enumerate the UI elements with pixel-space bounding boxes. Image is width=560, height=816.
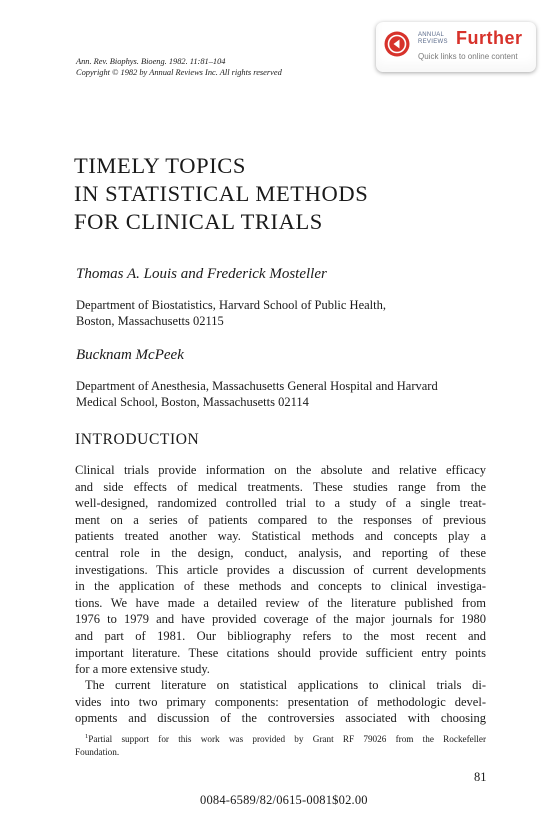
- text-line: well-designed, randomized controlled trial to a study of a single treat-: [75, 496, 486, 511]
- text-line: vides into two primary components: presentation of methodologic devel-: [75, 694, 486, 709]
- text-line: important literature. These citations should provide sufficient entry points: [75, 645, 486, 660]
- footnote: [75, 731, 486, 758]
- text-line: The current literature on statistical applications to clinical trials di-: [85, 678, 486, 692]
- text-line: tions. We have made a detailed review of the literature published from: [75, 595, 486, 610]
- text-line: and side effects of medical treatments. These studies range from the: [75, 479, 486, 494]
- title-line: IN STATISTICAL METHODS: [74, 181, 369, 206]
- text-line: for a more extensive study.: [75, 662, 210, 677]
- price-code: 0084-6589/82/0615-0081$02.00: [200, 793, 368, 807]
- badge-tagline: Quick links to online content: [418, 52, 518, 61]
- authors-primary: Thomas A. Louis and Frederick Mosteller: [76, 266, 327, 282]
- paragraph-second: [75, 677, 486, 727]
- badge-further-label: Further: [456, 28, 523, 48]
- text-line: in the application of these methods and concepts to clinical investiga-: [75, 579, 486, 594]
- text-line: opments and discussion of the controversies associated with choosing: [75, 711, 486, 726]
- text-line: ment on a series of patients compared to the responses of previous: [75, 512, 486, 527]
- text-line: central role in the design, conduct, analysis, and reporting of these: [75, 545, 486, 560]
- citation-line: Ann. Rev. Biophys. Bioeng. 1982. 11:81–104: [76, 57, 226, 66]
- title-line: TIMELY TOPICS: [74, 153, 247, 178]
- text-line: Clinical trials provide information on the absolute and relative efficacy: [75, 463, 486, 477]
- text-line: and part of 1981. Our bibliography refers to the most recent and: [75, 628, 486, 643]
- annual-reviews-logo-icon: [384, 31, 410, 57]
- journal-citation: [76, 56, 282, 78]
- page-number: 81: [474, 770, 487, 784]
- footnote-line: Foundation.: [75, 746, 120, 757]
- article-title: [74, 152, 368, 236]
- paragraph-intro: [75, 462, 486, 678]
- copyright-line: Copyright © 1982 by Annual Reviews Inc. All rights reserved: [76, 68, 282, 77]
- affiliation-secondary: Department of Anesthesia, Massachusetts General Hospital and Harvard Medical School, Boston, Massachusetts 02114: [76, 379, 438, 409]
- affiliation-primary: Department of Biostatistics, Harvard School of Public Health, Boston, Massachusetts 02115: [76, 298, 387, 328]
- annual-reviews-further-badge[interactable]: [376, 22, 536, 72]
- badge-brand-text: ANNUAL REVIEWS: [418, 32, 448, 45]
- section-heading: INTRODUCTION: [75, 431, 200, 448]
- footnote-line: $^1$Partial support for this work was provided by Grant RF 79026 from the Rockefeller: [85, 733, 486, 745]
- text-line: 1976 to 1979 and have provided coverage of the major journals for 1980: [75, 612, 486, 627]
- title-line: FOR CLINICAL TRIALS: [74, 209, 323, 234]
- text-line: patients treated another way. Statistical methods and concepts play a: [75, 529, 486, 544]
- authors-secondary: Bucknam McPeek: [76, 347, 184, 363]
- text-line: investigations. This article provides a discussion of current developments: [75, 562, 486, 577]
- footnote-marker: 1: [85, 733, 89, 740]
